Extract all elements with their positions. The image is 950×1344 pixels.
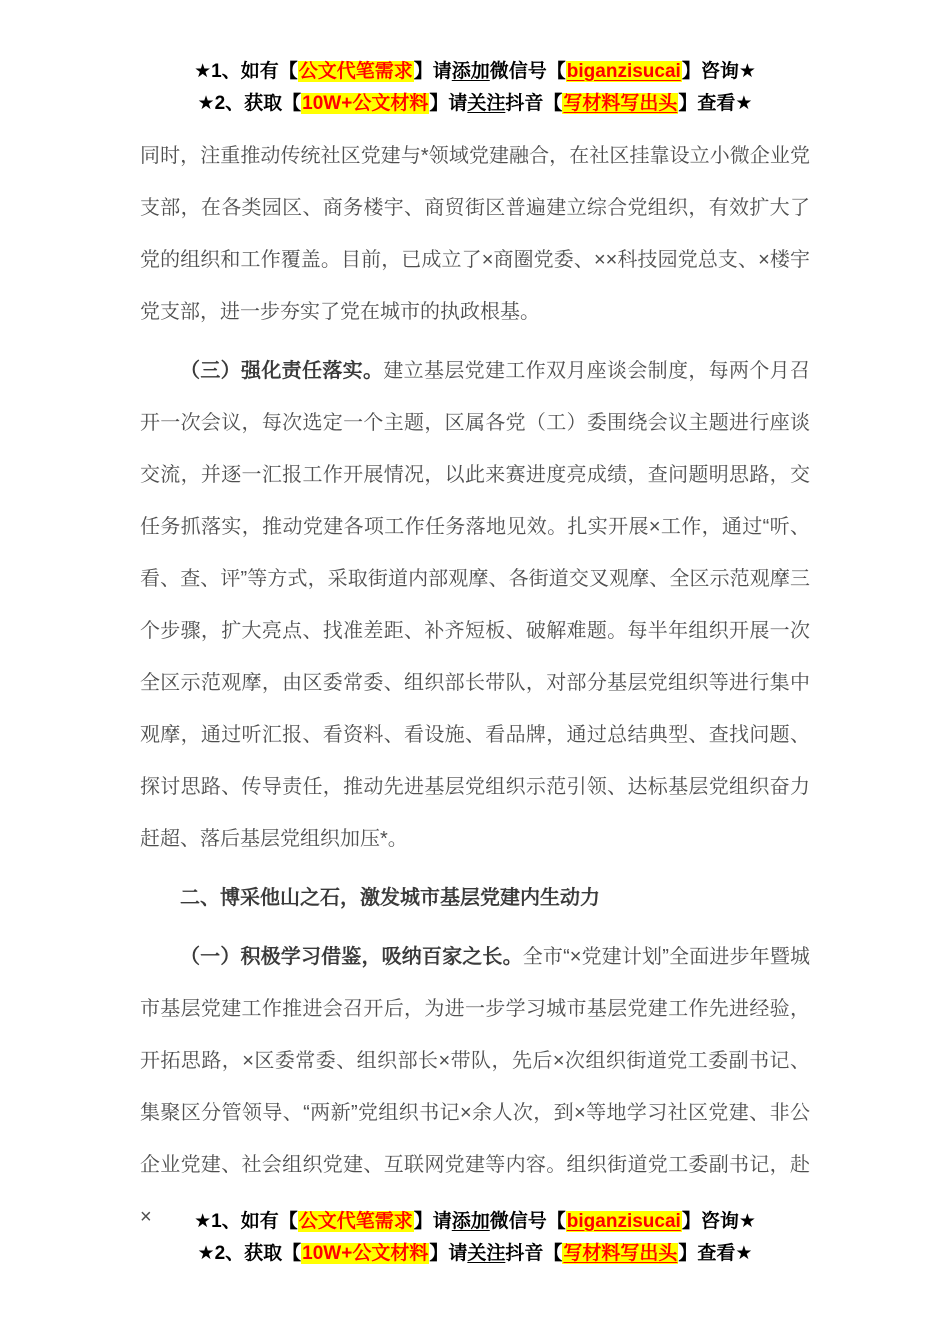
paragraph-responsibility — [140, 345, 810, 865]
promo-1-add-underline: 添加 — [451, 1211, 490, 1232]
promo-1-highlight-wechat-id: biganzisucai — [566, 1211, 681, 1232]
promo-1-mid1: 】请 — [413, 1211, 452, 1232]
paragraph-community-party-building: 同时，注重推动传统社区党建与*领域党建融合，在社区挂靠设立小微企业党支部，在各类园区、商务楼宇、商贸街区普遍建立综合党组织，有效扩大了党的组织和工作覆盖。目前，已成立了×商圈党委、××科技园党总支、×楼宇党支部，进一步夯实了党在城市的执政根基。 — [140, 145, 810, 323]
promo-1-highlight-wechat-id: biganzisucai — [566, 61, 681, 82]
promo-2-suffix: 】查看★ — [678, 93, 753, 114]
section-heading-2: 二、博采他山之石，激发城市基层党建内生动力 — [180, 887, 600, 909]
promo-2-mid2: 抖音【 — [505, 93, 563, 114]
promo-2-prefix: ★2、获取【 — [197, 1243, 302, 1264]
promo-1-prefix: ★1、如有【 — [194, 1211, 298, 1232]
promo-2-highlight-materials: 10W+公文材料 — [302, 1243, 429, 1264]
promo-line-2-bottom — [0, 1238, 950, 1270]
promo-line-1 — [0, 56, 950, 88]
paragraph-responsibility-body: 建立基层党建工作双月座谈会制度，每两个月召开一次会议，每次选定一个主题，区属各党（工）委围绕会议主题进行座谈交流，并逐一汇报工作开展情况，以此来赛进度亮成绩，查问题明思路，交任务抓落实，推动党建各项工作任务落地见效。扎实开展×工作，通过“听、看、查、评”等方式，采取街道内部观摩、各街道交叉观摩、全区示范观摩三个步骤，扩大亮点、找准差距、补齐短板、破解难题。每半年组织开展一次全区示范观摩，由区委常委、组织部长带队，对部分基层党组织等进行集中观摩，通过听汇报、看资料、看设施、看品牌，通过总结典型、查找问题、探讨思路、传导责任，推动先进基层党组织示范引领、达标基层党组织奋力赶超、落后基层党组织加压*。 — [140, 360, 811, 850]
promo-banner-top — [0, 56, 950, 120]
promo-2-mid1: 】请 — [429, 93, 468, 114]
promo-1-mid1: 】请 — [413, 61, 452, 82]
paragraph-learning-body: 全市“×党建计划”全面进步年暨城市基层党建工作推进会召开后，为进一步学习城市基层党建工作先进经验，开拓思路，×区委常委、组织部长×带队，先后×次组织街道党工委副书记、集聚区分管领导、“两新”党组织书记×余人次，到×等地学习社区党建、非公企业党建、社会组织党建、互联网党建等内容。组织街道党工委副书记，赴× — [140, 946, 811, 1228]
promo-2-follow-underline: 关注 — [467, 1243, 506, 1264]
promo-2-prefix: ★2、获取【 — [197, 93, 302, 114]
promo-1-prefix: ★1、如有【 — [194, 61, 298, 82]
promo-2-highlight-douyin-id: 写材料写出头 — [563, 1243, 678, 1264]
promo-2-highlight-douyin-id: 写材料写出头 — [563, 93, 678, 114]
promo-1-suffix: 】咨询★ — [681, 1211, 756, 1232]
paragraph-learning — [140, 931, 810, 1243]
promo-2-highlight-materials: 10W+公文材料 — [302, 93, 429, 114]
promo-banner-bottom — [0, 1206, 950, 1270]
promo-1-suffix: 】咨询★ — [681, 61, 756, 82]
promo-1-mid2: 微信号【 — [489, 61, 566, 82]
promo-1-highlight-service: 公文代笔需求 — [298, 61, 413, 82]
promo-1-mid2: 微信号【 — [489, 1211, 566, 1232]
paragraph-learning-lead: （一）积极学习借鉴，吸纳百家之长。 — [180, 946, 523, 968]
promo-line-1-bottom — [0, 1206, 950, 1238]
promo-1-add-underline: 添加 — [451, 61, 490, 82]
promo-line-2 — [0, 88, 950, 120]
promo-2-suffix: 】查看★ — [678, 1243, 753, 1264]
promo-2-follow-underline: 关注 — [467, 93, 506, 114]
document-body — [140, 130, 810, 1250]
promo-2-mid2: 抖音【 — [505, 1243, 563, 1264]
paragraph-responsibility-lead: （三）强化责任落实。 — [180, 360, 384, 382]
promo-2-mid1: 】请 — [429, 1243, 468, 1264]
promo-1-highlight-service: 公文代笔需求 — [298, 1211, 413, 1232]
